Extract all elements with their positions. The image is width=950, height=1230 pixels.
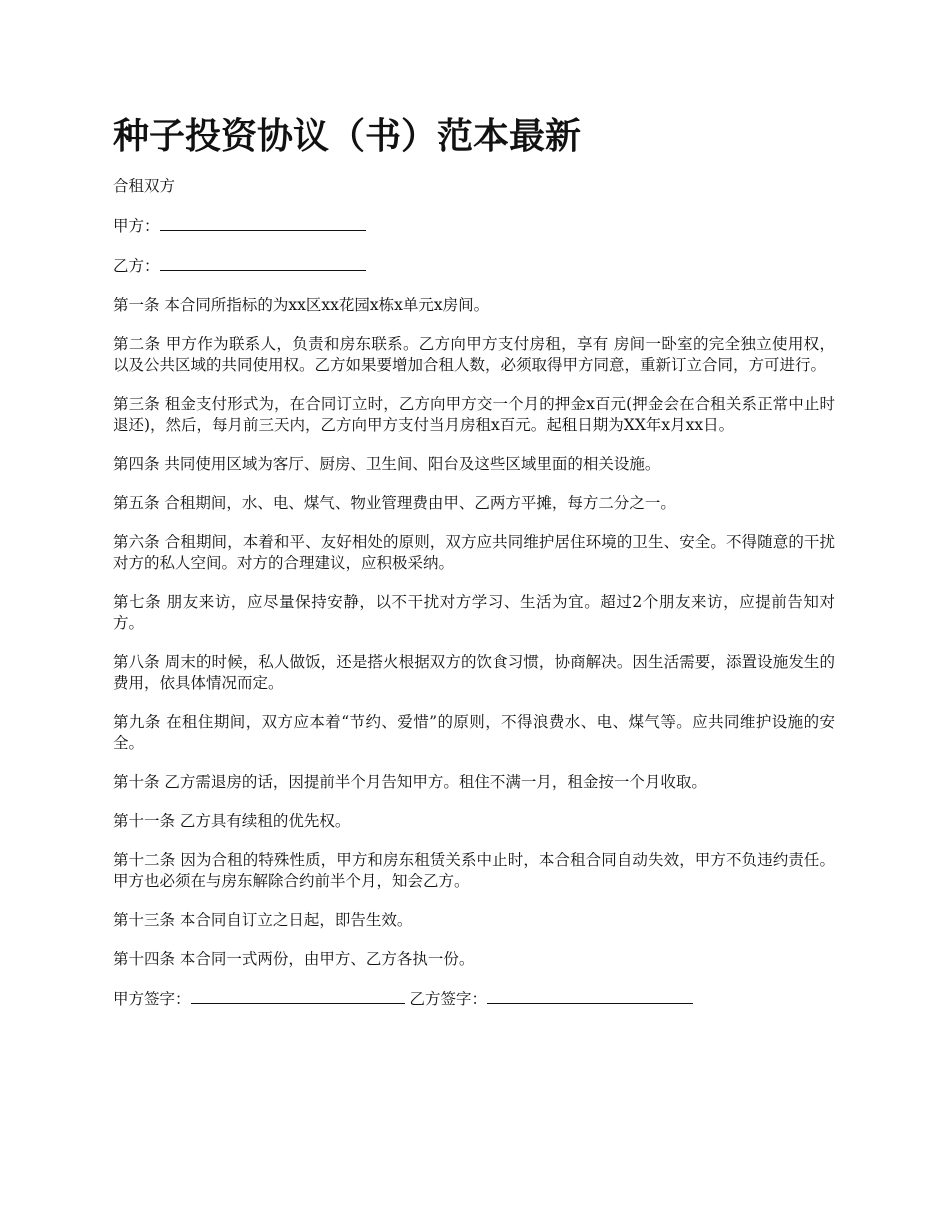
signature-line <box>113 988 835 1010</box>
clause-1: 第一条 本合同所指标的为xx区xx花园x栋x单元x房间。 <box>113 296 490 314</box>
clause-3: 第三条 租金支付形式为，在合同订立时，乙方向甲方交一个月的押金x百元(押金会在合租关系正常中止时退还)，然后，每月前三天内，乙方向甲方支付当月房租x百元。起租日期为XX年x月xx日。 <box>113 395 835 434</box>
sign-a-label: 甲方签字： <box>113 990 191 1008</box>
clause-2: 第二条 甲方作为联系人，负责和房东联系。乙方向甲方支付房租，享有 房间一卧室的完全独立使用权，以及公共区域的共同使用权。乙方如果要增加合租人数，必须取得甲方同意，重新订立合同，方可进行。 <box>113 335 835 374</box>
clause-12: 第十二条 因为合租的特殊性质，甲方和房东租赁关系中止时，本合租合同自动失效，甲方不负违约责任。甲方也必须在与房东解除合约前半个月，知会乙方。 <box>113 851 835 890</box>
clause-7: 第七条 朋友来访，应尽量保持安静，以不干扰对方学习、生活为宜。超过2个朋友来访，应提前告知对方。 <box>113 593 835 632</box>
clause-13: 第十三条 本合同自订立之日起，即告生效。 <box>113 911 413 929</box>
party-a-label: 甲方： <box>113 217 160 235</box>
intro-text: 合租双方 <box>113 177 176 195</box>
sign-b-label: 乙方签字： <box>409 990 487 1008</box>
clause-10: 第十条 乙方需退房的话，因提前半个月告知甲方。租住不满一月，租金按一个月收取。 <box>113 773 707 791</box>
party-b-line <box>113 255 835 277</box>
clause-4: 第四条 共同使用区域为客厅、厨房、卫生间、阳台及这些区域里面的相关设施。 <box>113 455 661 473</box>
party-b-label: 乙方： <box>113 257 160 275</box>
party-a-line <box>113 215 835 237</box>
clause-6: 第六条 合租期间，本着和平、友好相处的原则，双方应共同维护居住环境的卫生、安全。不得随意的干扰对方的私人空间。对方的合理建议，应积极采纳。 <box>113 533 835 572</box>
clause-11: 第十一条 乙方具有续租的优先权。 <box>113 812 351 830</box>
sign-a-blank <box>191 988 405 1004</box>
clause-8: 第八条 周末的时候，私人做饭，还是搭火根据双方的饮食习惯，协商解决。因生活需要，添置设施发生的费用，依具体情况而定。 <box>113 653 835 692</box>
document-title: 种子投资协议（书）范本最新 <box>113 115 582 157</box>
clause-14: 第十四条 本合同一式两份，由甲方、乙方各执一份。 <box>113 950 475 968</box>
sign-b-blank <box>487 988 693 1004</box>
party-a-blank <box>160 215 366 231</box>
party-b-blank <box>160 255 366 271</box>
clause-9: 第九条 在租住期间，双方应本着“节约、爱惜”的原则，不得浪费水、电、煤气等。应共同维护设施的安全。 <box>113 713 835 752</box>
document-page <box>113 110 835 1010</box>
clause-5: 第五条 合租期间，水、电、煤气、物业管理费由甲、乙两方平摊，每方二分之一。 <box>113 494 676 512</box>
